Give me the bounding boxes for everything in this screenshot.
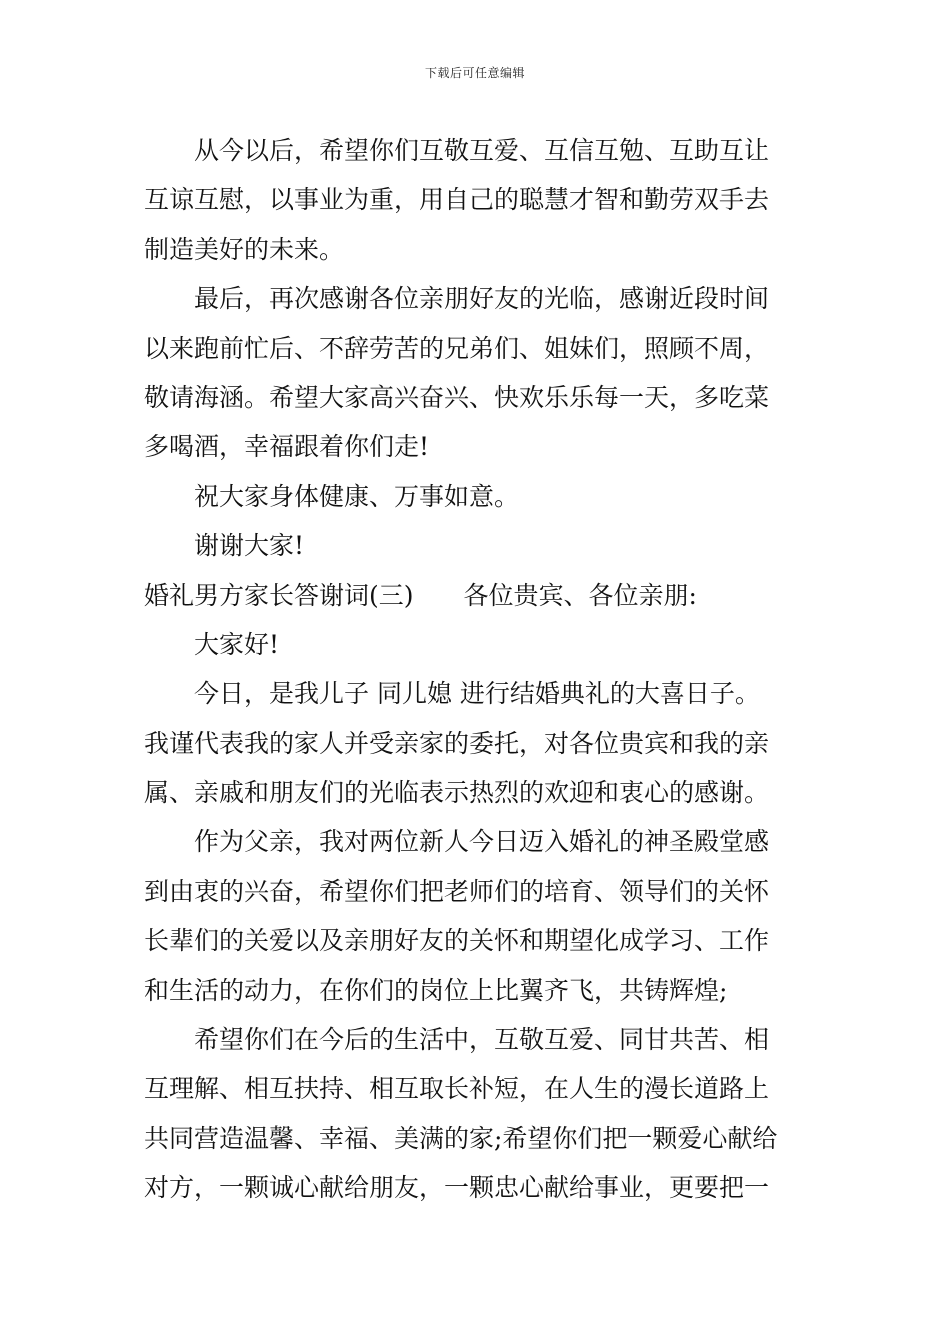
text-line: 长辈们的关爱以及亲朋好友的关怀和期望化成学习、工作 (144, 926, 770, 956)
text-line: 制造美好的未来。 (144, 234, 345, 264)
text-line: 今日，是我儿子 同儿媳 进行结婚典礼的大喜日子。 (194, 679, 760, 709)
document-body (144, 126, 808, 1213)
text-line: 希望你们在今后的生活中，互敬互爱、同甘共苦、相 (194, 1025, 770, 1055)
section-title: 婚礼男方家长答谢词(三) (144, 580, 414, 610)
section-heading-line (144, 571, 808, 620)
text-line: 对方，一颗诚心献给朋友，一颗忠心献给事业，更要把一 (144, 1173, 770, 1203)
text-line: 最后，再次感谢各位亲朋好友的光临，感谢近段时间 (194, 284, 770, 314)
text-line: 大家好! (194, 629, 280, 659)
text-line: 共同营造温馨、幸福、美满的家;希望你们把一颗爱心献给 (144, 1123, 778, 1153)
text-line: 属、亲戚和朋友们的光临表示热烈的欢迎和衷心的感谢。 (144, 778, 770, 808)
text-line: 和生活的动力，在你们的岗位上比翼齐飞，共铸辉煌; (144, 975, 728, 1005)
text-line: 以来跑前忙后、不辞劳苦的兄弟们、姐妹们，照顾不周， (144, 333, 770, 363)
text-line: 多喝酒，幸福跟着你们走! (144, 432, 430, 462)
text-line: 从今以后，希望你们互敬互爱、互信互勉、互助互让 (194, 136, 770, 165)
text-line: 我谨代表我的家人并受亲家的委托，对各位贵宾和我的亲 (144, 728, 770, 758)
text-line: 互理解、相互扶持、相互取长补短，在人生的漫长道路上 (144, 1074, 770, 1104)
text-line: 作为父亲，我对两位新人今日迈入婚礼的神圣殿堂感 (194, 827, 770, 857)
text-line: 互谅互慰，以事业为重，用自己的聪慧才智和勤劳双手去 (144, 185, 770, 215)
text-line: 谢谢大家! (194, 531, 305, 561)
text-line: 祝大家身体健康、万事如意。 (194, 481, 520, 511)
page-header: 下载后可任意编辑 (424, 66, 525, 80)
salutation: 各位贵宾、各位亲朋: (463, 580, 697, 610)
text-line: 敬请海涵。希望大家高兴奋兴、快欢乐乐每一天，多吃菜 (144, 382, 770, 412)
text-line: 到由衷的兴奋，希望你们把老师们的培育、领导们的关怀 (144, 876, 770, 906)
